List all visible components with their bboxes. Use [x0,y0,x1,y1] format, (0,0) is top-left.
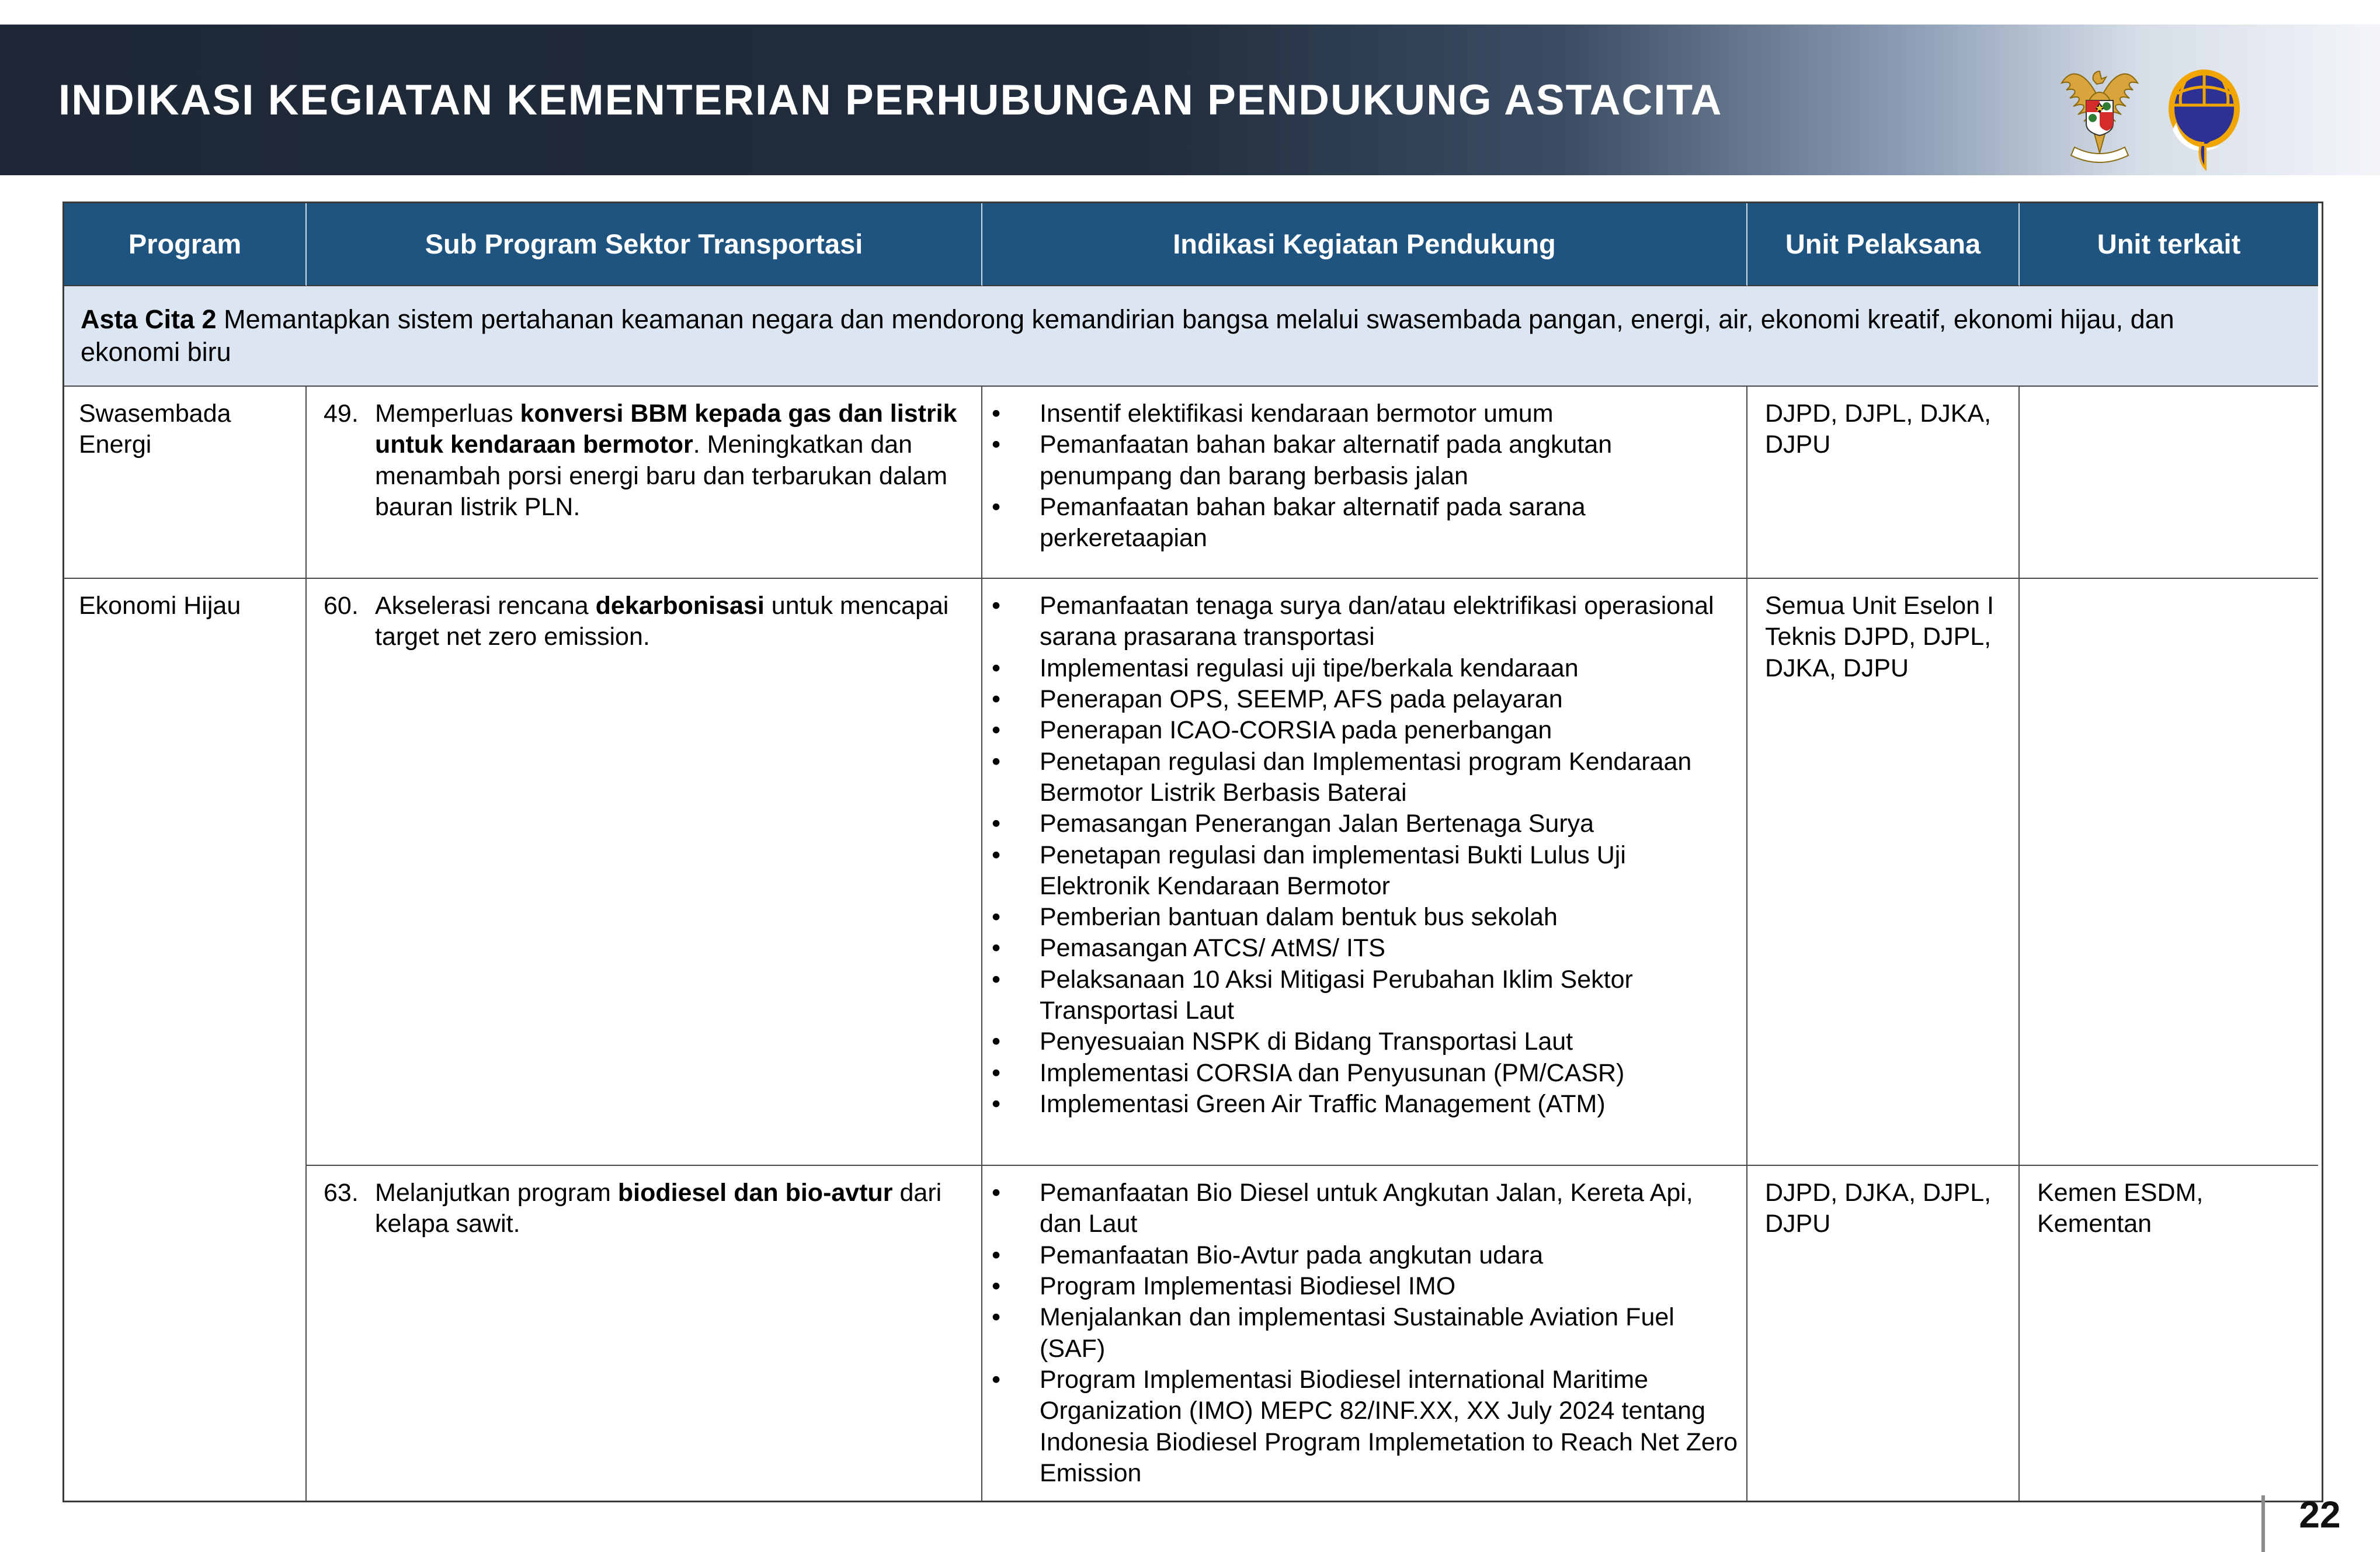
asta-cita-text: Asta Cita 2 Memantapkan sistem pertahanan keamanan negara dan mendorong kemandirian bangsa melalui swasembada pangan, energi, air, ekonomi kreatif, ekonomi hijau, dan ekonomi biru [81,304,2174,367]
col-header-subprogram: Sub Program Sektor Transportasi [307,203,982,286]
program-cell: Ekonomi Hijau [64,579,307,1501]
indications-cell [982,579,1747,1166]
unit-terkait-cell [2020,387,2318,579]
col-header-indikasi: Indikasi Kegiatan Pendukung [982,203,1747,286]
bullet-icon: • [992,1303,1001,1332]
bullet-icon: • [992,903,1001,932]
bullet-icon: • [992,810,1001,838]
bullet-icon: • [992,934,1001,963]
bullet-icon: • [992,1365,1001,1394]
bullet-icon: • [992,1179,1001,1207]
kemenhub-logo-icon [2167,67,2244,175]
page-title: INDIKASI KEGIATAN KEMENTERIAN PERHUBUNGAN PENDUKUNG ASTACITA [58,76,1723,124]
bullet-icon: • [992,592,1001,620]
list-item: • Program Implementasi Biodiesel international Maritime Organization (IMO) MEPC 82/INF.XX, XX July 2024 tentang Indonesia Biodiesel Program Implemetation to Reach Net Zero Emission [992,1364,1742,1489]
list-item: • Penerapan OPS, SEEMP, AFS pada pelayaran [992,684,1742,715]
bullet-icon: • [992,654,1001,682]
item-number: 63. [324,1179,359,1207]
bullet-icon: • [992,1058,1001,1087]
bullet-icon: • [992,1272,1001,1300]
indications-cell [982,1166,1747,1501]
list-item: • Pemanfaatan Bio Diesel untuk Angkutan Jalan, Kereta Api, dan Laut [992,1178,1742,1240]
item-number: 49. [324,400,359,428]
list-item: • Penetapan regulasi dan Implementasi program Kendaraan Bermotor Listrik Berbasis Baterai [992,747,1742,809]
footer-divider [2261,1495,2265,1552]
program-cell: Swasembada Energi [64,387,307,579]
list-item: • Program Implementasi Biodiesel IMO [992,1271,1742,1302]
unit-pelaksana-cell: DJPD, DJPL, DJKA, DJPU [1747,387,2020,579]
item-number: 60. [324,592,359,620]
list-item: • Pelaksanaan 10 Aksi Mitigasi Perubahan Iklim Sektor Transportasi Laut [992,964,1742,1027]
table-row [64,387,2318,579]
list-item: • Penerapan ICAO-CORSIA pada penerbangan [992,715,1742,746]
bullet-icon: • [992,1241,1001,1269]
garuda-pancasila-icon [2058,60,2141,175]
bullet-icon: • [992,841,1001,869]
bullet-icon: • [992,965,1001,994]
subprogram-text: Akselerasi rencana dekarbonisasi untuk mencapai target net zero emission. [375,592,949,651]
list-item: • Pemberian bantuan dalam bentuk bus sekolah [992,902,1742,933]
table-header-row [64,203,2318,286]
page-number: 22 [2299,1494,2341,1536]
list-item: • Pemanfaatan bahan bakar alternatif pada angkutan penumpang dan barang berbasis jalan [992,429,1742,492]
indications-cell [982,387,1747,579]
list-item: • Penyesuaian NSPK di Bidang Transportasi Laut [992,1026,1742,1057]
list-item: • Pemasangan ATCS/ AtMS/ ITS [992,933,1742,964]
bullet-icon: • [992,430,1001,459]
table-row [64,1166,2318,1501]
subprogram-cell [307,1166,982,1501]
header-bar [0,25,2380,175]
unit-terkait-cell: Kemen ESDM, Kementan [2037,1179,2204,1238]
list-item: • Penetapan regulasi dan implementasi Bukti Lulus Uji Elektronik Kendaraan Bermotor [992,840,1742,902]
table-row [64,579,2318,1166]
list-item: • Insentif elektifikasi kendaraan bermotor umum [992,398,1742,429]
list-item: • Pemanfaatan bahan bakar alternatif pada sarana perkeretaapian [992,492,1742,554]
astacita-table [62,202,2323,1502]
list-item: • Implementasi regulasi uji tipe/berkala kendaraan [992,653,1742,684]
list-item: • Implementasi CORSIA dan Penyusunan (PM/CASR) [992,1058,1742,1089]
list-item: • Pemanfaatan tenaga surya dan/atau elektrifikasi operasional sarana prasarana transportasi [992,591,1742,653]
unit-terkait-cell [2020,579,2318,1166]
bullet-icon: • [992,716,1001,745]
subprogram-text: Memperluas konversi BBM kepada gas dan listrik untuk kendaraan bermotor. Meningkatkan dan menambah porsi energi baru dan terbarukan dalam bauran listrik PLN. [375,400,957,521]
list-item: • Pemanfaatan Bio-Avtur pada angkutan udara [992,1240,1742,1271]
col-header-program: Program [64,203,307,286]
list-item: • Implementasi Green Air Traffic Management (ATM) [992,1089,1742,1120]
list-item: • Pemasangan Penerangan Jalan Bertenaga Surya [992,808,1742,839]
subprogram-cell [307,387,982,579]
col-header-unit-terkait: Unit terkait [2020,203,2318,286]
unit-pelaksana-cell: DJPD, DJKA, DJPL, DJPU [1747,1166,2020,1501]
subprogram-cell [307,579,982,1166]
bullet-icon: • [992,1090,1001,1118]
bullet-icon: • [992,1027,1001,1056]
col-header-unit-pelaksana: Unit Pelaksana [1747,203,2020,286]
bullet-icon: • [992,400,1001,428]
asta-cita-banner-row [64,286,2318,387]
bullet-icon: • [992,492,1001,521]
bullet-icon: • [992,747,1001,776]
subprogram-text: Melanjutkan program biodiesel dan bio-avtur dari kelapa sawit. [375,1179,942,1238]
bullet-icon: • [992,685,1001,713]
unit-pelaksana-cell: Semua Unit Eselon I Teknis DJPD, DJPL, DJKA, DJPU [1747,579,2020,1166]
list-item: • Menjalankan dan implementasi Sustainable Aviation Fuel (SAF) [992,1302,1742,1364]
